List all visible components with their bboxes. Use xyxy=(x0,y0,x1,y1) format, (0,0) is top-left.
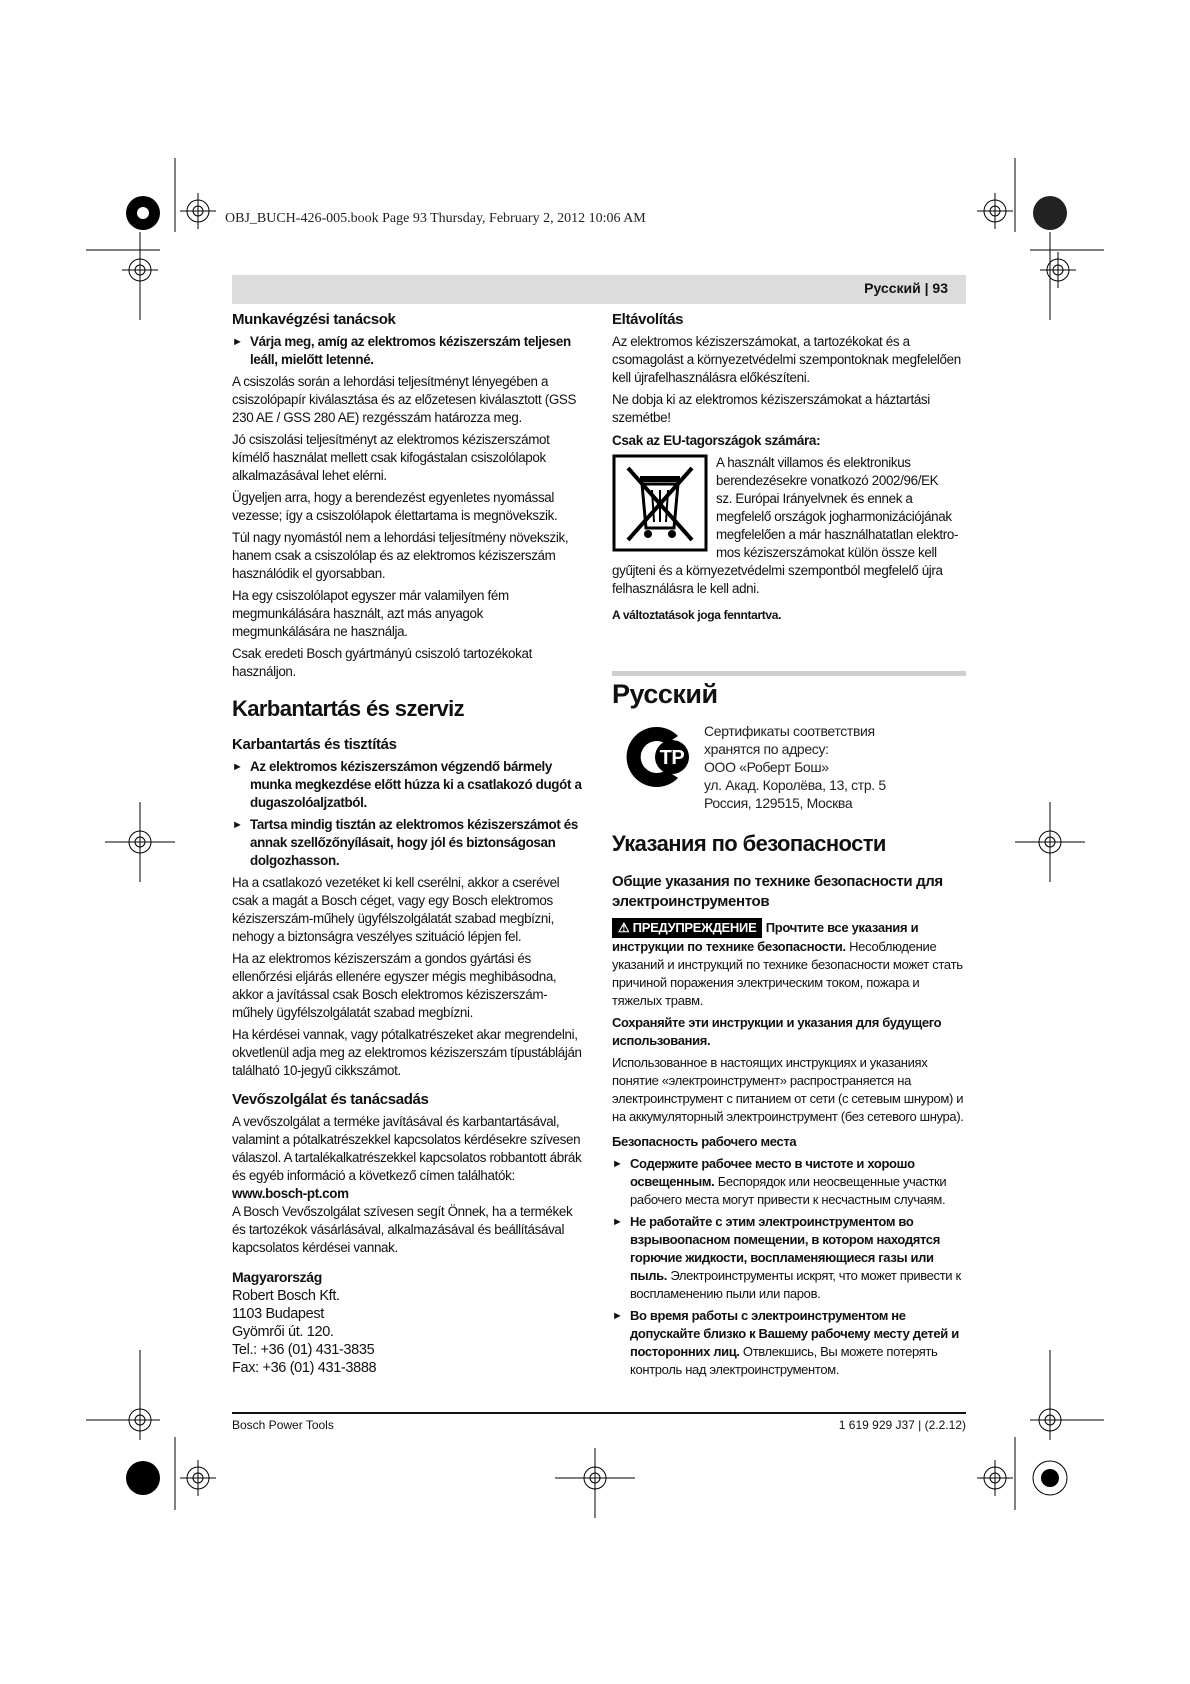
heading-general-safety: Общие указания по технике безопасности для электроинструментов xyxy=(612,873,943,910)
right-column xyxy=(612,310,968,628)
address-line: Robert Bosch Kft. xyxy=(232,1288,340,1304)
paragraph: Ha a csatlakozó vezetéket ki kell cserélni, akkor a cserével csak a magát a Bosch céget, vagy egy Bosch elektromos kéziszerszám-műhely ügyfélszolgálatát szabad megbízni, nehogy a biztonságra veszélyes szituáció lépjen fel. xyxy=(232,875,560,944)
keep-instructions: Сохраняйте эти инструкции и указания для будущего использования. xyxy=(612,1015,942,1048)
cert-line: ул. Акад. Королёва, 13, стр. 5 xyxy=(704,777,886,793)
footer-code: 1 619 929 J37 | (2.2.12) xyxy=(838,1418,966,1432)
address-block xyxy=(232,1287,584,1377)
heading-maintenance: Karbantartás és szerviz xyxy=(232,696,464,721)
eac-certificate-logo xyxy=(612,722,696,792)
service-url-link[interactable]: www.bosch-pt.com xyxy=(232,1186,349,1201)
footer-brand: Bosch Power Tools xyxy=(232,1418,334,1432)
address-line: Fax: +36 (01) 431-3888 xyxy=(232,1360,377,1376)
paragraph: Az elektromos kéziszerszámokat, a tartozékokat és a csomagolást a környezetvédelmi szempontoknak megfelelően kell újrafelhasználásra előkészíteni. xyxy=(612,334,961,385)
print-slug: OBJ_BUCH-426-005.book Page 93 Thursday, February 2, 2012 10:06 AM xyxy=(225,211,646,226)
warning-bold-text: Прочтите все указания и инструкции по технике безопасности. xyxy=(612,920,919,954)
cert-logo-text: ТР xyxy=(659,747,685,769)
arrow-icon: ► xyxy=(232,761,243,773)
arrow-icon: ► xyxy=(612,1158,623,1170)
weee-text-line: mos kéziszerszámokat külön össze kell xyxy=(716,545,937,560)
heading-disposal: Eltávolítás xyxy=(612,311,684,328)
paragraph: Csak eredeti Bosch gyártmányú csiszoló tartozékokat használjon. xyxy=(232,646,532,679)
section-divider xyxy=(612,671,966,676)
heading-safety: Указания по безопасности xyxy=(612,831,886,856)
paragraph: Ügyeljen arra, hogy a berendezést egyenletes nyomással vezesse; így a csiszolólapok élettartama is megnövekszik. xyxy=(232,490,558,523)
weee-text-line: megfelelő országok jogharmonizációjának xyxy=(716,509,952,524)
cert-line: ООО «Роберт Бош» xyxy=(704,759,829,775)
arrow-icon: ► xyxy=(232,819,243,831)
bullet-item: ► Tartsa mindig tisztán az elektromos kéziszerszámot és annak szellőzőnyílásait, hogy jól és biztonságosan dolgozhasson. xyxy=(232,817,578,868)
warning-label: ПРЕДУПРЕЖДЕНИЕ xyxy=(632,920,757,935)
weee-block xyxy=(612,454,968,562)
address-line: Gyömrői út. 120. xyxy=(232,1324,334,1340)
arrow-icon: ► xyxy=(612,1310,623,1322)
weee-text-line: sz. Európai Irányelvnek és ennek a xyxy=(716,491,913,506)
paragraph: Ha az elektromos kéziszerszám a gondos gyártási és ellenőrzési eljárás ellenére egyszer mégis meghibásodna, akkor a javítással csak Bosch elektromos kéziszerszám-műhely ügyfélszolgálatát szabad megbízni. xyxy=(232,951,557,1020)
right-column-russian xyxy=(612,678,968,1383)
warning-badge: ⚠ ПРЕДУПРЕЖДЕНИЕ xyxy=(612,918,762,938)
heading-tips: Munkavégzési tanácsok xyxy=(232,311,396,328)
address-line: Tel.: +36 (01) 431-3835 xyxy=(232,1342,375,1358)
paragraph: Ne dobja ki az elektromos kéziszerszámokat a háztartási szemétbe! xyxy=(612,392,930,425)
header-separator: | xyxy=(924,280,929,296)
crossed-bin-icon xyxy=(612,454,708,552)
paragraph: A vevőszolgálat a terméke javításával és karbantartásával, valamint a pótalkatrészekkel kapcsolatos kérdésekre szívesen válaszol. A tartalékalkatrészekkel kapcsolatos robbantott ábrák és egyéb információ a következő címen találhatók: xyxy=(232,1114,582,1183)
address-line: 1103 Budapest xyxy=(232,1306,324,1322)
bullet-item: ► Az elektromos kéziszerszámon végzendő bármely munka megkezdése előtt húzza ki a csatlakozó dugót a dugaszolóaljzatból. xyxy=(232,759,582,810)
warning-text: Несоблюдение указаний и инструкций по технике безопасности может стать причиной поражения электрическим током, пожара и тяжелых травм. xyxy=(612,939,963,1008)
paragraph: Ha egy csiszolólapot egyszer már valamilyen fém megmunkálására használt, azt más anyagok megmunkálására ne használja. xyxy=(232,588,509,639)
heading-service: Vevőszolgálat és tanácsadás xyxy=(232,1091,429,1108)
left-column xyxy=(232,310,584,1377)
heading-cleaning: Karbantartás és tisztítás xyxy=(232,736,397,753)
cert-line: Сертификаты соответствия xyxy=(704,723,875,739)
paragraph: Ha kérdései vannak, vagy pótalkatrészeket akar megrendelni, okvetlenül adja meg az elektromos kéziszerszám típustábláján található 10-jegyű cikkszámot. xyxy=(232,1027,582,1078)
arrow-icon: ► xyxy=(612,1216,623,1228)
paragraph: A Bosch Vevőszolgálat szívesen segít Önnek, ha a termékek és tartozékok vásárlásával, alkalmazásával és beállításával kapcsolatos kérdései vannak. xyxy=(232,1204,573,1255)
weee-text-line: berendezésekre vonatkozó 2002/96/EK xyxy=(716,473,939,488)
page-number: 93 xyxy=(932,280,948,296)
paragraph: Túl nagy nyomástól nem a lehordási teljesítmény növekszik, hanem csak a csiszolólap és az elektromos kéziszerszám használódik el gyorsabban. xyxy=(232,530,569,581)
heading-country: Magyarország xyxy=(232,1269,322,1285)
weee-text-line: A használt villamos és elektronikus xyxy=(716,455,911,470)
arrow-icon: ► xyxy=(232,336,243,348)
heading-eu: Csak az EU-tagországok számára: xyxy=(612,433,821,448)
paragraph: Использованное в настоящих инструкциях и указаниях понятие «электроинструмент» распространяется на электроинструмент с питанием от сети (с сетевым шнуром) и на аккумуляторный электроинструмент (без сетевого шнура). xyxy=(612,1055,964,1124)
heading-russian: Русский xyxy=(612,679,718,709)
paragraph: Jó csiszolási teljesítményt az elektromos kéziszerszámot kímélő használat mellett csak kifogástalan csiszolólapok alkalmazásával lehet elérni. xyxy=(232,432,550,483)
heading-work-area: Безопасность рабочего места xyxy=(612,1134,797,1149)
certificate-block xyxy=(612,722,968,812)
cert-line: Россия, 129515, Москва xyxy=(704,795,853,811)
bullet-item: ► Várja meg, amíg az elektromos kéziszerszám teljesen leáll, mielőtt letenné. xyxy=(232,334,571,367)
running-header xyxy=(232,275,966,304)
bullet-item: ► Не работайте с этим электроинструментом во взрывоопасном помещении, в котором находятся горючие жидкости, воспламеняющиеся газы или пыль. Электроинструменты искрят, что может привести к воспламенению пыли или паров. xyxy=(612,1214,961,1301)
bullet-item: ► Содержите рабочее место в чистоте и хорошо освещенным. Беспорядок или неосвещенные участки рабочего места могут привести к несчастным случаям. xyxy=(612,1156,947,1207)
bullet-item: ► Во время работы с электроинструментом не допускайте близко к Вашему рабочему месту детей и посторонних лиц. Отвлекшись, Вы можете потерять контроль над электроинструментом. xyxy=(612,1308,959,1377)
header-section: Русский xyxy=(864,280,921,296)
rights-reserved: A változtatások joga fenntartva. xyxy=(612,608,782,622)
cert-line: хранятся по адресу: xyxy=(704,741,829,757)
weee-text-line: megfelelően a már használhatatlan elektro- xyxy=(716,527,959,542)
paragraph: gyűjteni és a környezetvédelmi szempontból megfelelő újra felhasználásra le kell adni. xyxy=(612,563,943,596)
footer-rule xyxy=(232,1412,966,1414)
paragraph: A csiszolás során a leh​ordási teljesítményt lényegében a csiszolópapír kiválasztása és az előzetesen kiválasztott (GSS 230 AE / GSS 280 AE) rezgésszám határozza meg. xyxy=(232,374,577,425)
